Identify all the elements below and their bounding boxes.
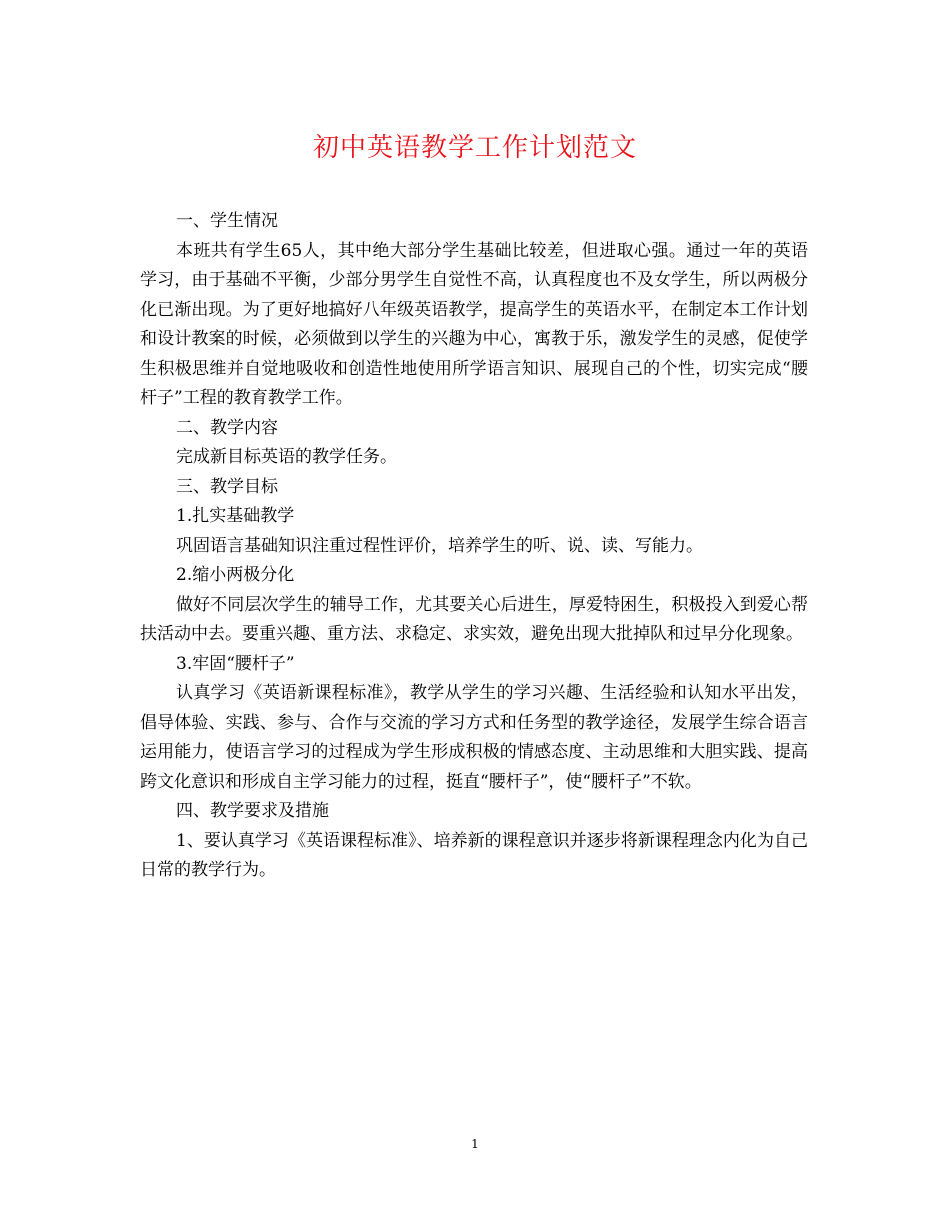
paragraph-requirement-1: 1、要认真学习《英语课程标准》、培养新的课程意识并逐步将新课程理念内化为自己日常的教学行为。: [140, 830, 808, 880]
subheading-goal-3: 3.牢固“腰杆子”: [176, 653, 295, 674]
section-heading-student-situation: 一、学生情况: [176, 211, 278, 231]
paragraph-goal-2: 做好不同层次学生的辅导工作，尤其要关心后进生，厚爱特困生，积极投入到爱心帮扶活动中去。要重兴趣、重方法、求稳定、求实效，避免出现大批掉队和过早分化现象。: [140, 594, 808, 644]
paragraph-goal-1: 巩固语言基础知识注重过程性评价，培养学生的听、说、读、写能力。: [176, 535, 703, 556]
subheading-goal-1: 1.扎实基础教学: [176, 506, 295, 526]
paragraph-student-situation: 本班共有学生65人，其中绝大部分学生基础比较差，但进取心强。通过一年的英语学习，由于基础不平衡，少部分男学生自觉性不高，认真程度也不及女学生，所以两极分化已渐出现。为了更好地搞好八年级英语教学，提高学生的英语水平，在制定本工作计划和设计教案的时候，必须做到以学生的兴趣为中心，寓教于乐，激发学生的灵感，促使学生积极思维并自觉地吸收和创造性地使用所学语言知识、展现自己的个性，切实完成“腰杆子”工程的教育教学工作。: [140, 240, 808, 408]
section-heading-teaching-goals: 三、教学目标: [176, 476, 278, 497]
section-heading-teaching-content: 二、教学内容: [176, 417, 278, 438]
paragraph-goal-3: 认真学习《英语新课程标准》，教学从学生的学习兴趣、生活经验和认知水平出发，倡导体验、实践、参与、合作与交流的学习方式和任务型的教学途径，发展学生综合语言运用能力，使语言学习的过程成为学生形成积极的情感态度、主动思维和大胆实践、提高跨文化意识和形成自主学习能力的过程，挺直“腰杆子”，使“腰杆子”不软。: [140, 683, 808, 792]
document-body: [140, 207, 808, 886]
section-heading-requirements: 四、教学要求及措施: [176, 801, 329, 821]
paragraph-teaching-content: 完成新目标英语的教学任务。: [176, 447, 397, 467]
document-title: 初中英语教学工作计划范文: [312, 133, 637, 163]
subheading-goal-2: 2.缩小两极分化: [176, 565, 295, 585]
page-number: 1: [471, 1137, 479, 1151]
